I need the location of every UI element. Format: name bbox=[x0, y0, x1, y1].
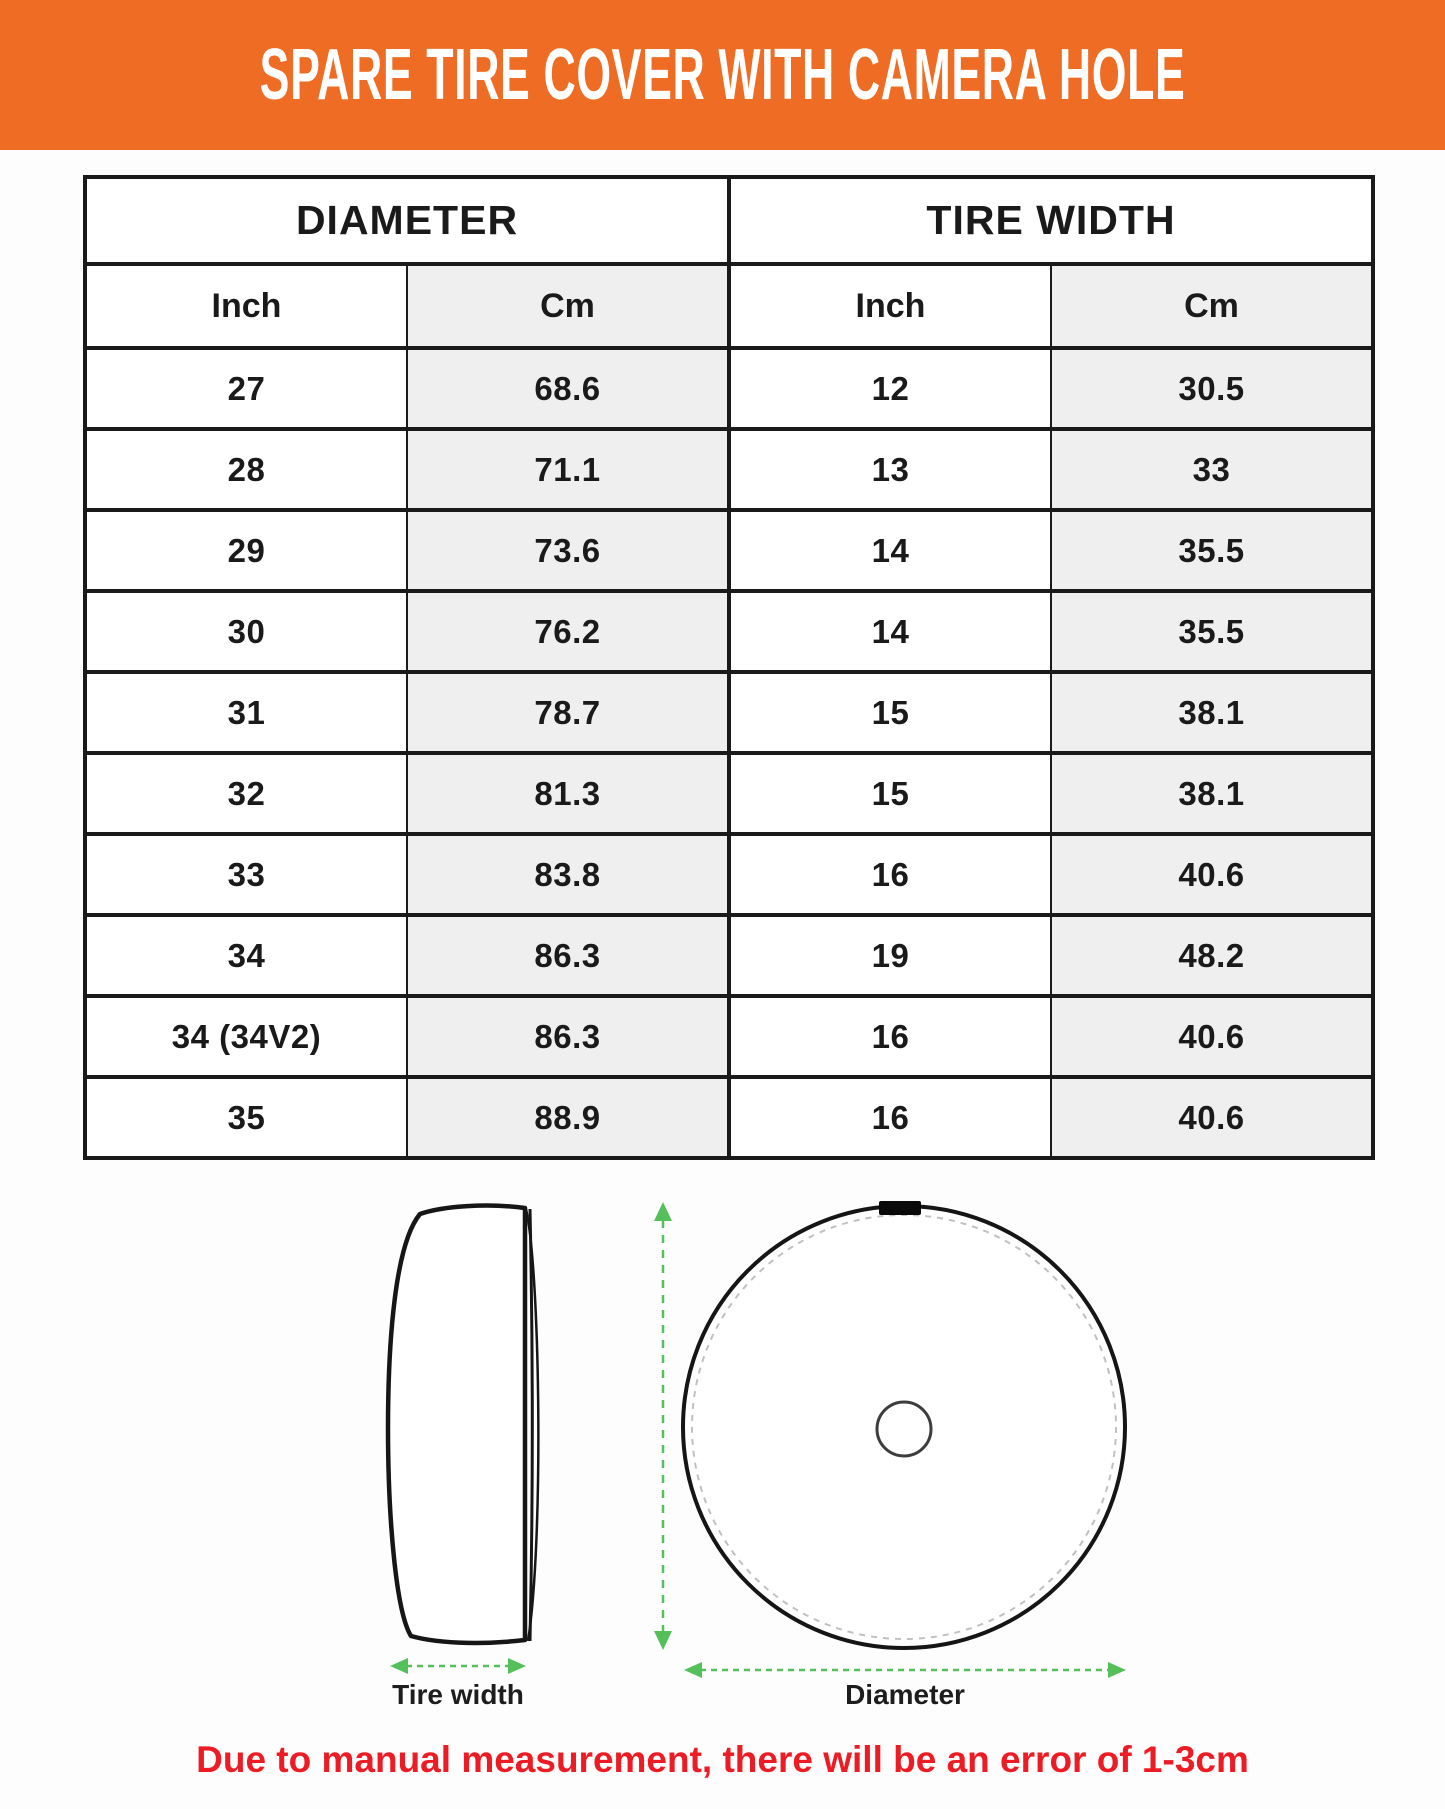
table-row bbox=[85, 753, 1373, 834]
table-row bbox=[85, 591, 1373, 672]
tire-width-arrow bbox=[388, 1656, 528, 1676]
table-cell: 14 bbox=[729, 510, 1051, 591]
table-group-header-row bbox=[85, 177, 1373, 264]
table-cell: 16 bbox=[729, 1077, 1051, 1158]
size-chart-table bbox=[83, 175, 1375, 1160]
tire-front-view-illustration bbox=[678, 1198, 1134, 1654]
diameter-group-header bbox=[85, 177, 729, 264]
table-row bbox=[85, 996, 1373, 1077]
table-cell: 38.1 bbox=[1051, 672, 1373, 753]
table-cell: 40.6 bbox=[1051, 834, 1373, 915]
table-cell: 86.3 bbox=[407, 996, 729, 1077]
table-cell: 86.3 bbox=[407, 915, 729, 996]
table-cell: 32 bbox=[85, 753, 407, 834]
page-title: SPARE TIRE COVER WITH CAMERA HOLE bbox=[259, 35, 1186, 115]
table-cell: 81.3 bbox=[407, 753, 729, 834]
table-cell: 30 bbox=[85, 591, 407, 672]
tire-width-group-header-label: TIRE WIDTH bbox=[926, 197, 1176, 243]
table-subheader-row bbox=[85, 264, 1373, 348]
table-row bbox=[85, 510, 1373, 591]
table-cell: 76.2 bbox=[407, 591, 729, 672]
table-cell: 35.5 bbox=[1051, 510, 1373, 591]
table-cell: 16 bbox=[729, 834, 1051, 915]
tire-width-group-header bbox=[729, 177, 1373, 264]
size-table-body bbox=[85, 348, 1373, 1158]
table-cell: 40.6 bbox=[1051, 996, 1373, 1077]
diameter-label: Diameter bbox=[845, 1679, 965, 1710]
vertical-diameter-arrow bbox=[650, 1200, 676, 1652]
table-row bbox=[85, 834, 1373, 915]
table-cell: 34 (34V2) bbox=[85, 996, 407, 1077]
table-cell: 40.6 bbox=[1051, 1077, 1373, 1158]
column-header-width-cm: Cm bbox=[1051, 264, 1373, 348]
table-cell: 16 bbox=[729, 996, 1051, 1077]
tire-side-view-illustration bbox=[383, 1200, 548, 1650]
tire-width-label: Tire width bbox=[392, 1679, 524, 1710]
table-cell: 19 bbox=[729, 915, 1051, 996]
column-header-diameter-inch: Inch bbox=[85, 264, 407, 348]
table-cell: 38.1 bbox=[1051, 753, 1373, 834]
table-cell: 31 bbox=[85, 672, 407, 753]
table-row bbox=[85, 915, 1373, 996]
table-cell: 73.6 bbox=[407, 510, 729, 591]
table-cell: 78.7 bbox=[407, 672, 729, 753]
table-cell: 14 bbox=[729, 591, 1051, 672]
table-cell: 13 bbox=[729, 429, 1051, 510]
table-cell: 48.2 bbox=[1051, 915, 1373, 996]
measurement-error-note: Due to manual measurement, there will be an error of 1-3cm bbox=[196, 1739, 1249, 1780]
table-cell: 34 bbox=[85, 915, 407, 996]
table-cell: 12 bbox=[729, 348, 1051, 429]
banner bbox=[0, 0, 1445, 150]
column-header-diameter-cm: Cm bbox=[407, 264, 729, 348]
table-cell: 30.5 bbox=[1051, 348, 1373, 429]
table-cell: 27 bbox=[85, 348, 407, 429]
table-cell: 33 bbox=[85, 834, 407, 915]
table-row bbox=[85, 348, 1373, 429]
table-cell: 83.8 bbox=[407, 834, 729, 915]
table-row bbox=[85, 1077, 1373, 1158]
table-cell: 88.9 bbox=[407, 1077, 729, 1158]
camera-hole-circle bbox=[877, 1402, 931, 1456]
valve-notch-rect bbox=[879, 1201, 921, 1215]
diameter-group-header-label: DIAMETER bbox=[295, 197, 519, 243]
table-cell: 33 bbox=[1051, 429, 1373, 510]
table-cell: 68.6 bbox=[407, 348, 729, 429]
table-cell: 35 bbox=[85, 1077, 407, 1158]
table-cell: 29 bbox=[85, 510, 407, 591]
table-cell: 35.5 bbox=[1051, 591, 1373, 672]
table-cell: 15 bbox=[729, 672, 1051, 753]
table-cell: 28 bbox=[85, 429, 407, 510]
table-row bbox=[85, 429, 1373, 510]
table-cell: 15 bbox=[729, 753, 1051, 834]
table-cell: 71.1 bbox=[407, 429, 729, 510]
column-header-width-inch: Inch bbox=[729, 264, 1051, 348]
diameter-arrow bbox=[682, 1660, 1128, 1680]
table-row bbox=[85, 672, 1373, 753]
